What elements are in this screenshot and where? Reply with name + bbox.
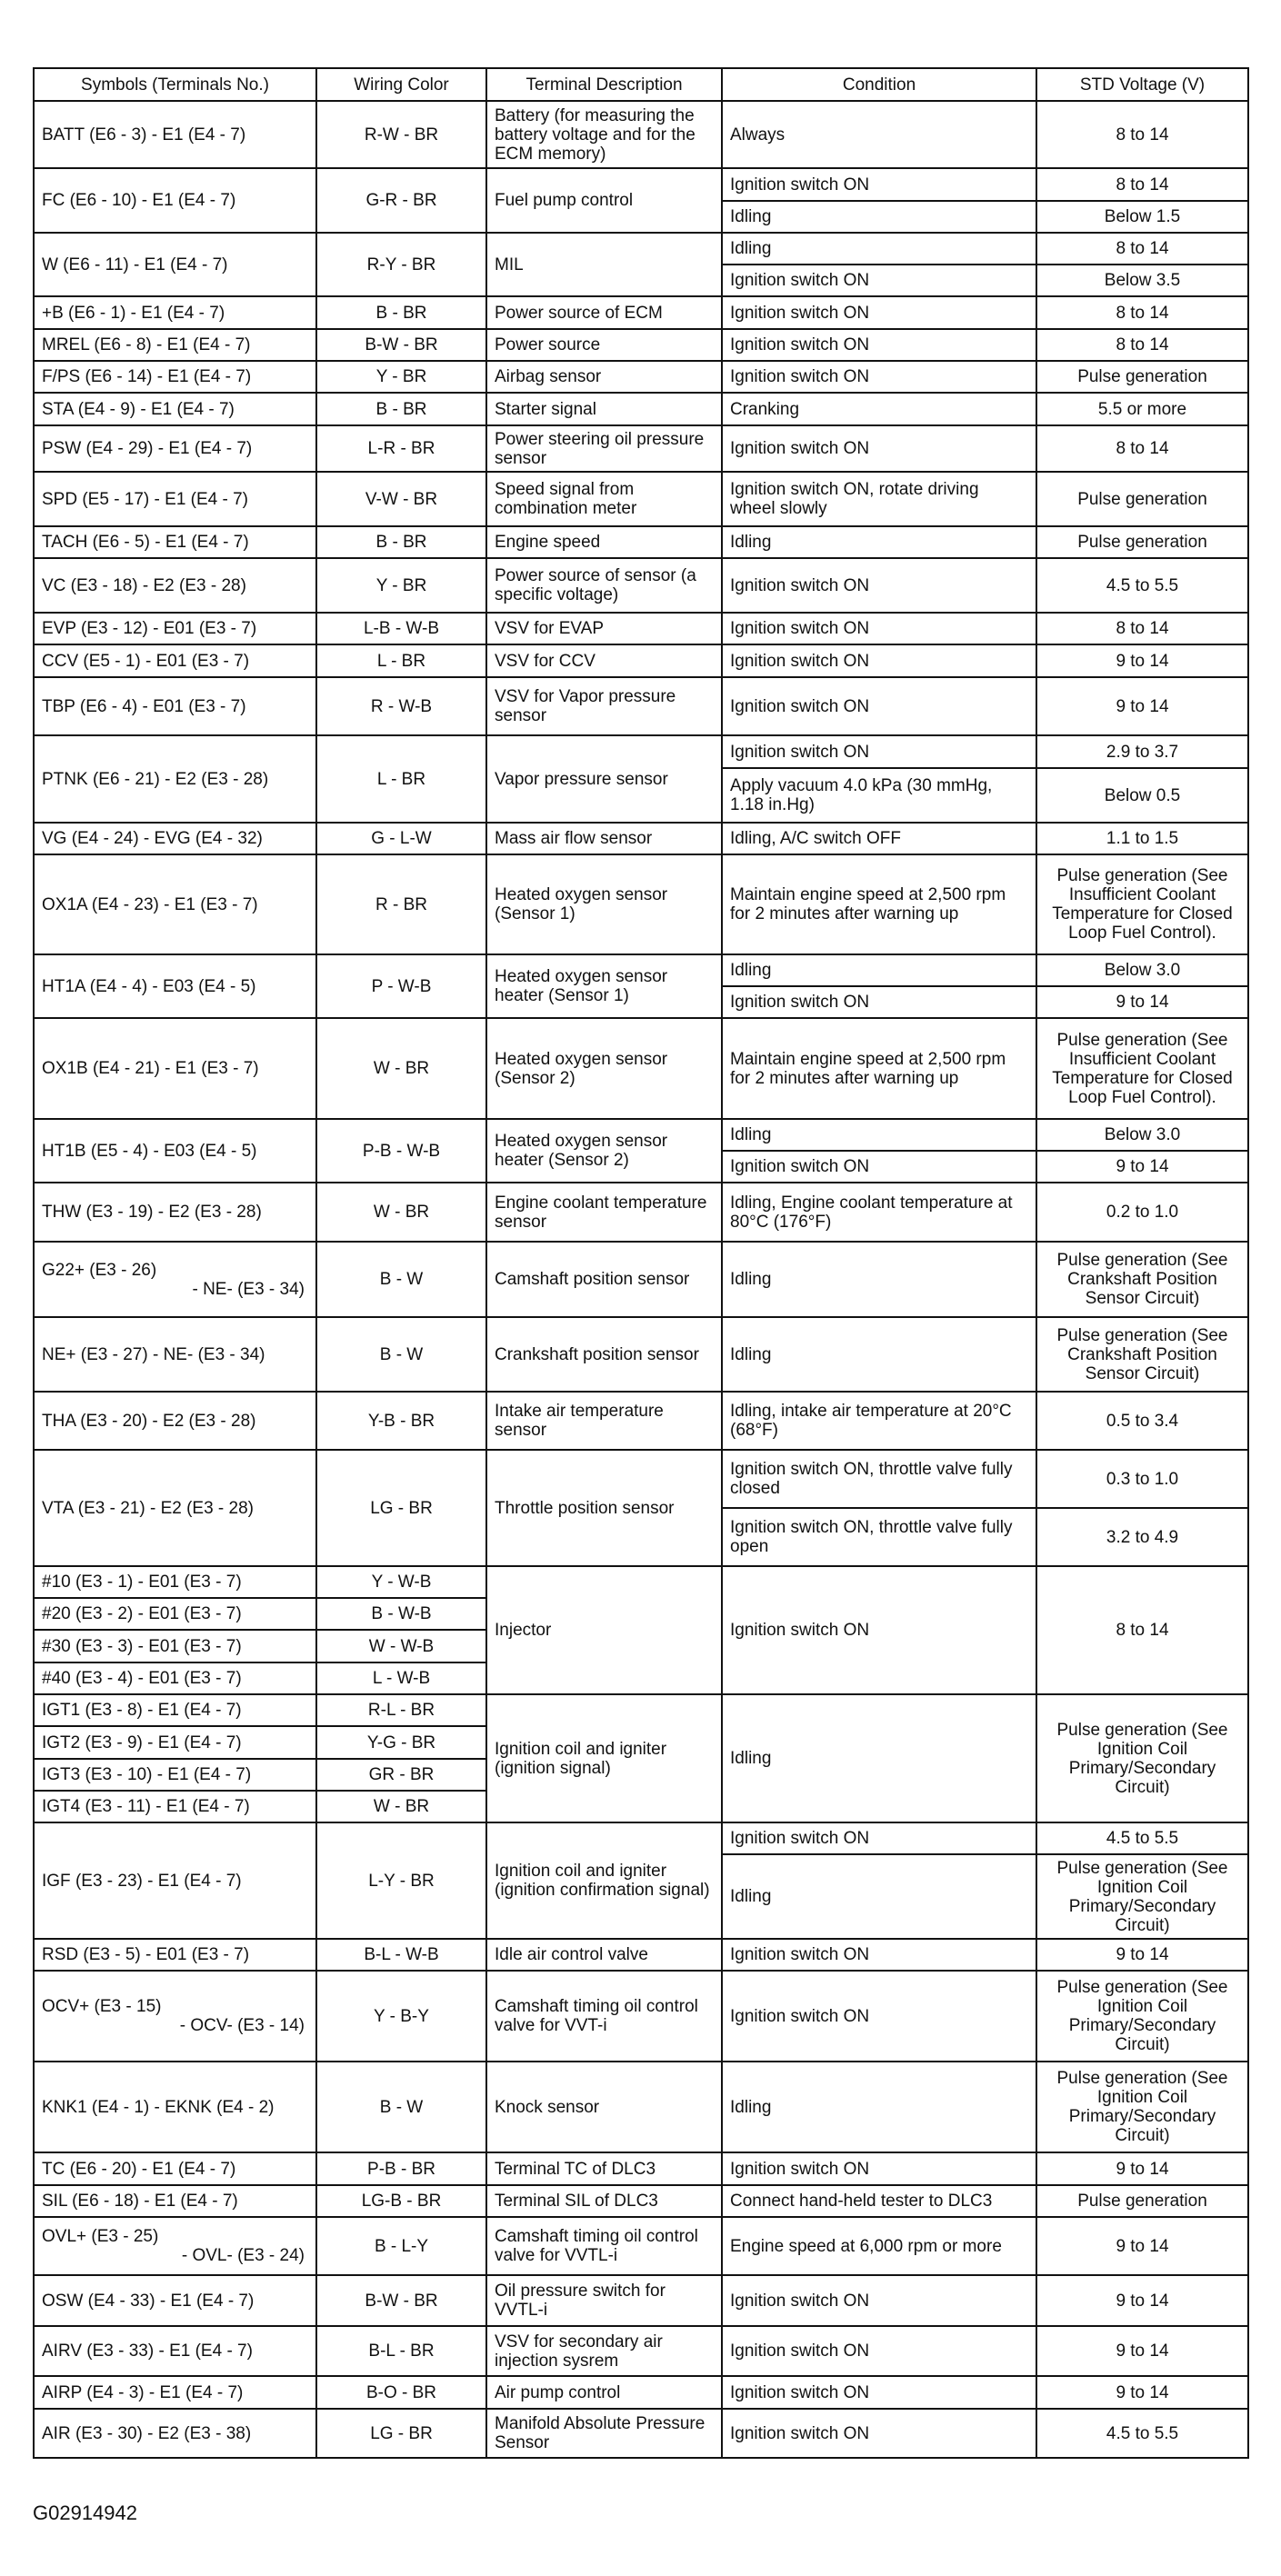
table-row — [34, 1450, 1248, 1508]
wiring-color-cell: LG - BR — [316, 2409, 486, 2458]
table-row — [34, 677, 1248, 735]
symbol-cell: OX1A (E4 - 23) - E1 (E3 - 7) — [34, 854, 316, 954]
symbol-cell: IGT4 (E3 - 11) - E1 (E4 - 7) — [34, 1791, 316, 1822]
std-voltage-cell: 8 to 14 — [1036, 613, 1248, 644]
description-cell: Intake air temperature sensor — [486, 1392, 722, 1450]
table-row — [34, 101, 1248, 168]
wiring-color-cell: B-L - W-B — [316, 1939, 486, 1971]
table-row — [34, 2152, 1248, 2185]
condition-cell: Ignition switch ON — [722, 168, 1036, 201]
symbol-cell: OX1B (E4 - 21) - E1 (E3 - 7) — [34, 1018, 316, 1119]
description-cell: Air pump control — [486, 2376, 722, 2409]
condition-cell: Cranking — [722, 393, 1036, 425]
table-row — [34, 2409, 1248, 2458]
condition-cell: Ignition switch ON — [722, 1822, 1036, 1854]
std-voltage-cell: Pulse generation — [1036, 361, 1248, 393]
table-row — [34, 558, 1248, 613]
wiring-color-cell: Y - BR — [316, 558, 486, 613]
description-cell: Heated oxygen sensor heater (Sensor 2) — [486, 1119, 722, 1183]
wiring-color-cell: L-R - BR — [316, 425, 486, 472]
std-voltage-cell: 5.5 or more — [1036, 393, 1248, 425]
symbol-cell: TACH (E6 - 5) - E1 (E4 - 7) — [34, 526, 316, 558]
symbol-cell: IGF (E3 - 23) - E1 (E4 - 7) — [34, 1822, 316, 1939]
table-row — [34, 233, 1248, 265]
std-voltage-cell: Below 3.5 — [1036, 265, 1248, 296]
std-voltage-cell: 9 to 14 — [1036, 2326, 1248, 2376]
description-cell: VSV for Vapor pressure sensor — [486, 677, 722, 735]
condition-cell: Connect hand-held tester to DLC3 — [722, 2185, 1036, 2217]
condition-cell: Ignition switch ON — [722, 425, 1036, 472]
table-row — [34, 2275, 1248, 2326]
description-cell: Ignition coil and igniter (ignition signal) — [486, 1694, 722, 1822]
condition-cell: Ignition switch ON — [722, 361, 1036, 393]
std-voltage-cell: 9 to 14 — [1036, 677, 1248, 735]
symbol-cell: PTNK (E6 - 21) - E2 (E3 - 28) — [34, 735, 316, 823]
std-voltage-cell: 8 to 14 — [1036, 168, 1248, 201]
std-voltage-cell: 4.5 to 5.5 — [1036, 558, 1248, 613]
table-row — [34, 2326, 1248, 2376]
table-row — [34, 854, 1248, 954]
description-cell: Terminal SIL of DLC3 — [486, 2185, 722, 2217]
wiring-color-cell: Y - W-B — [316, 1566, 486, 1598]
description-cell: Heated oxygen sensor (Sensor 2) — [486, 1018, 722, 1119]
symbol-cell: BATT (E6 - 3) - E1 (E4 - 7) — [34, 101, 316, 168]
condition-cell: Engine speed at 6,000 rpm or more — [722, 2217, 1036, 2275]
wiring-color-cell: B - BR — [316, 526, 486, 558]
symbol-cell: RSD (E3 - 5) - E01 (E3 - 7) — [34, 1939, 316, 1971]
condition-cell: Idling, Engine coolant temperature at 80°C (176°F) — [722, 1183, 1036, 1242]
symbol-cell: PSW (E4 - 29) - E1 (E4 - 7) — [34, 425, 316, 472]
wiring-color-cell: R - BR — [316, 854, 486, 954]
wiring-color-cell: B - L-Y — [316, 2217, 486, 2275]
std-voltage-cell: Pulse generation (See Ignition Coil Primary/Secondary Circuit) — [1036, 1854, 1248, 1939]
table-row — [34, 1694, 1248, 1726]
description-cell: Engine speed — [486, 526, 722, 558]
condition-cell: Maintain engine speed at 2,500 rpm for 2 minutes after warning up — [722, 854, 1036, 954]
symbol-cell: #40 (E3 - 4) - E01 (E3 - 7) — [34, 1662, 316, 1694]
std-voltage-cell: 9 to 14 — [1036, 1151, 1248, 1183]
symbol-cell: IGT3 (E3 - 10) - E1 (E4 - 7) — [34, 1759, 316, 1791]
symbol-cell: CCV (E5 - 1) - E01 (E3 - 7) — [34, 644, 316, 677]
condition-cell: Always — [722, 101, 1036, 168]
condition-cell: Ignition switch ON — [722, 1566, 1036, 1694]
table-row — [34, 296, 1248, 329]
condition-cell: Idling — [722, 526, 1036, 558]
wiring-color-cell: W - BR — [316, 1791, 486, 1822]
table-row — [34, 393, 1248, 425]
condition-cell: Idling, intake air temperature at 20°C (68°F) — [722, 1392, 1036, 1450]
wiring-color-cell: W - W-B — [316, 1630, 486, 1662]
symbol-cell: +B (E6 - 1) - E1 (E4 - 7) — [34, 296, 316, 329]
wiring-color-cell: B-W - BR — [316, 329, 486, 361]
std-voltage-cell: 8 to 14 — [1036, 233, 1248, 265]
wiring-color-cell: B-L - BR — [316, 2326, 486, 2376]
std-voltage-cell: 0.3 to 1.0 — [1036, 1450, 1248, 1508]
wiring-color-cell: B - W — [316, 1242, 486, 1317]
symbol-cell: OSW (E4 - 33) - E1 (E4 - 7) — [34, 2275, 316, 2326]
condition-cell: Ignition switch ON — [722, 1939, 1036, 1971]
description-cell: VSV for secondary air injection sysrem — [486, 2326, 722, 2376]
wiring-color-cell: G - L-W — [316, 823, 486, 854]
wiring-color-cell: R-W - BR — [316, 101, 486, 168]
symbol-cell: TBP (E6 - 4) - E01 (E3 - 7) — [34, 677, 316, 735]
symbol-cell: VG (E4 - 24) - EVG (E4 - 32) — [34, 823, 316, 854]
symbol-cell: #20 (E3 - 2) - E01 (E3 - 7) — [34, 1598, 316, 1630]
description-cell: Camshaft position sensor — [486, 1242, 722, 1317]
header-std-voltage: STD Voltage (V) — [1036, 68, 1248, 101]
std-voltage-cell: Below 3.0 — [1036, 1119, 1248, 1151]
description-cell: Fuel pump control — [486, 168, 722, 233]
symbol-cell: HT1B (E5 - 4) - E03 (E4 - 5) — [34, 1119, 316, 1183]
table-row — [34, 2062, 1248, 2152]
condition-cell: Idling — [722, 201, 1036, 233]
condition-cell: Ignition switch ON — [722, 265, 1036, 296]
description-cell: Speed signal from combination meter — [486, 472, 722, 526]
description-cell: Power steering oil pressure sensor — [486, 425, 722, 472]
symbol-cell — [34, 1242, 316, 1317]
symbol-cell: IGT2 (E3 - 9) - E1 (E4 - 7) — [34, 1726, 316, 1759]
std-voltage-cell: 9 to 14 — [1036, 644, 1248, 677]
condition-cell: Idling — [722, 1242, 1036, 1317]
symbol-cell: F/PS (E6 - 14) - E1 (E4 - 7) — [34, 361, 316, 393]
wiring-color-cell: R - W-B — [316, 677, 486, 735]
table-row — [34, 644, 1248, 677]
wiring-color-cell: L-B - W-B — [316, 613, 486, 644]
table-row — [34, 1566, 1248, 1598]
wiring-color-cell: B - W — [316, 2062, 486, 2152]
table-row — [34, 1939, 1248, 1971]
description-cell: Power source of ECM — [486, 296, 722, 329]
symbol-cell: STA (E4 - 9) - E1 (E4 - 7) — [34, 393, 316, 425]
condition-cell: Ignition switch ON, throttle valve fully closed — [722, 1450, 1036, 1508]
symbol-line-1: OCV+ (E3 - 15) — [42, 1997, 162, 2016]
description-cell: Oil pressure switch for VVTL-i — [486, 2275, 722, 2326]
table-row — [34, 168, 1248, 201]
table-row — [34, 472, 1248, 526]
symbol-line-1: OVL+ (E3 - 25) — [42, 2227, 159, 2246]
condition-cell: Idling — [722, 1694, 1036, 1822]
condition-cell: Apply vacuum 4.0 kPa (30 mmHg, 1.18 in.Hg) — [722, 768, 1036, 823]
symbol-cell: EVP (E3 - 12) - E01 (E3 - 7) — [34, 613, 316, 644]
table-row — [34, 2217, 1248, 2275]
std-voltage-cell: 9 to 14 — [1036, 1939, 1248, 1971]
symbol-cell: #30 (E3 - 3) - E01 (E3 - 7) — [34, 1630, 316, 1662]
std-voltage-cell: 1.1 to 1.5 — [1036, 823, 1248, 854]
table-row — [34, 361, 1248, 393]
table-row — [34, 613, 1248, 644]
std-voltage-cell: 9 to 14 — [1036, 2376, 1248, 2409]
std-voltage-cell: 9 to 14 — [1036, 2275, 1248, 2326]
description-cell: Starter signal — [486, 393, 722, 425]
condition-cell: Ignition switch ON — [722, 2376, 1036, 2409]
std-voltage-cell: 8 to 14 — [1036, 101, 1248, 168]
condition-cell: Maintain engine speed at 2,500 rpm for 2 minutes after warning up — [722, 1018, 1036, 1119]
symbol-cell: #10 (E3 - 1) - E01 (E3 - 7) — [34, 1566, 316, 1598]
condition-cell: Ignition switch ON, throttle valve fully open — [722, 1508, 1036, 1566]
condition-cell: Ignition switch ON — [722, 329, 1036, 361]
std-voltage-cell: 8 to 14 — [1036, 1566, 1248, 1694]
table-row — [34, 1183, 1248, 1242]
table-row — [34, 2185, 1248, 2217]
std-voltage-cell: Pulse generation (See Insufficient Coolant Temperature for Closed Loop Fuel Control). — [1036, 1018, 1248, 1119]
header-condition: Condition — [722, 68, 1036, 101]
table-row — [34, 1242, 1248, 1317]
description-cell: VSV for EVAP — [486, 613, 722, 644]
wiring-color-cell: L - W-B — [316, 1662, 486, 1694]
std-voltage-cell: Below 3.0 — [1036, 954, 1248, 986]
condition-cell: Idling — [722, 2062, 1036, 2152]
wiring-color-cell: P-B - BR — [316, 2152, 486, 2185]
wiring-color-cell: W - BR — [316, 1018, 486, 1119]
table-row — [34, 1822, 1248, 1854]
table-row — [34, 1317, 1248, 1392]
table-row — [34, 1119, 1248, 1151]
condition-cell: Idling — [722, 1119, 1036, 1151]
symbol-cell — [34, 1971, 316, 2062]
description-cell: VSV for CCV — [486, 644, 722, 677]
description-cell: Camshaft timing oil control valve for VVT-i — [486, 1971, 722, 2062]
wiring-color-cell: L - BR — [316, 644, 486, 677]
wiring-color-cell: B-O - BR — [316, 2376, 486, 2409]
wiring-color-cell: W - BR — [316, 1183, 486, 1242]
wiring-color-cell: B - BR — [316, 393, 486, 425]
std-voltage-cell: 4.5 to 5.5 — [1036, 1822, 1248, 1854]
symbol-cell: SIL (E6 - 18) - E1 (E4 - 7) — [34, 2185, 316, 2217]
condition-cell: Idling — [722, 954, 1036, 986]
ecm-terminal-voltage-table — [33, 67, 1249, 2459]
symbol-cell — [34, 2217, 316, 2275]
wiring-color-cell: V-W - BR — [316, 472, 486, 526]
std-voltage-cell: Pulse generation (See Crankshaft Position Sensor Circuit) — [1036, 1242, 1248, 1317]
std-voltage-cell: 9 to 14 — [1036, 986, 1248, 1018]
table-row — [34, 1018, 1248, 1119]
table-row — [34, 1971, 1248, 2062]
condition-cell: Ignition switch ON — [722, 735, 1036, 768]
std-voltage-cell: 2.9 to 3.7 — [1036, 735, 1248, 768]
std-voltage-cell: Pulse generation (See Ignition Coil Primary/Secondary Circuit) — [1036, 1971, 1248, 2062]
description-cell: Engine coolant temperature sensor — [486, 1183, 722, 1242]
table-row — [34, 526, 1248, 558]
symbol-cell: IGT1 (E3 - 8) - E1 (E4 - 7) — [34, 1694, 316, 1726]
condition-cell: Ignition switch ON — [722, 1151, 1036, 1183]
symbol-cell: KNK1 (E4 - 1) - EKNK (E4 - 2) — [34, 2062, 316, 2152]
wiring-color-cell: B - W-B — [316, 1598, 486, 1630]
wiring-color-cell: Y-G - BR — [316, 1726, 486, 1759]
std-voltage-cell: Below 1.5 — [1036, 201, 1248, 233]
description-cell: Injector — [486, 1566, 722, 1694]
condition-cell: Ignition switch ON — [722, 613, 1036, 644]
symbol-line-1: G22+ (E3 - 26) — [42, 1260, 157, 1280]
description-cell: Throttle position sensor — [486, 1450, 722, 1566]
symbol-cell: VTA (E3 - 21) - E2 (E3 - 28) — [34, 1450, 316, 1566]
std-voltage-cell: Pulse generation (See Ignition Coil Primary/Secondary Circuit) — [1036, 2062, 1248, 2152]
symbol-cell: THW (E3 - 19) - E2 (E3 - 28) — [34, 1183, 316, 1242]
description-cell: Power source of sensor (a specific voltage) — [486, 558, 722, 613]
symbol-cell: NE+ (E3 - 27) - NE- (E3 - 34) — [34, 1317, 316, 1392]
std-voltage-cell: 8 to 14 — [1036, 296, 1248, 329]
wiring-color-cell: Y - BR — [316, 361, 486, 393]
std-voltage-cell: 9 to 14 — [1036, 2152, 1248, 2185]
wiring-color-cell: L - BR — [316, 735, 486, 823]
header-symbols: Symbols (Terminals No.) — [34, 68, 316, 101]
symbol-line-2: - OVL- (E3 - 24) — [181, 2246, 305, 2265]
description-cell: Knock sensor — [486, 2062, 722, 2152]
wiring-color-cell: GR - BR — [316, 1759, 486, 1791]
symbol-cell: AIRP (E4 - 3) - E1 (E4 - 7) — [34, 2376, 316, 2409]
description-cell: Terminal TC of DLC3 — [486, 2152, 722, 2185]
description-cell: Idle air control valve — [486, 1939, 722, 1971]
condition-cell: Ignition switch ON — [722, 2275, 1036, 2326]
figure-id: G02914942 — [33, 2501, 137, 2524]
description-cell: Heated oxygen sensor (Sensor 1) — [486, 854, 722, 954]
wiring-color-cell: LG-B - BR — [316, 2185, 486, 2217]
description-cell: Crankshaft position sensor — [486, 1317, 722, 1392]
symbol-cell: TC (E6 - 20) - E1 (E4 - 7) — [34, 2152, 316, 2185]
condition-cell: Ignition switch ON — [722, 296, 1036, 329]
table-row — [34, 735, 1248, 768]
std-voltage-cell: Pulse generation (See Ignition Coil Primary/Secondary Circuit) — [1036, 1694, 1248, 1822]
table-row — [34, 425, 1248, 472]
condition-cell: Idling — [722, 1317, 1036, 1392]
std-voltage-cell: 3.2 to 4.9 — [1036, 1508, 1248, 1566]
std-voltage-cell: 8 to 14 — [1036, 425, 1248, 472]
wiring-color-cell: R-L - BR — [316, 1694, 486, 1726]
std-voltage-cell: 9 to 14 — [1036, 2217, 1248, 2275]
description-cell: Airbag sensor — [486, 361, 722, 393]
wiring-color-cell: P-B - W-B — [316, 1119, 486, 1183]
wiring-color-cell: B - BR — [316, 296, 486, 329]
table-row — [34, 2376, 1248, 2409]
condition-cell: Idling — [722, 1854, 1036, 1939]
symbol-cell: AIRV (E3 - 33) - E1 (E4 - 7) — [34, 2326, 316, 2376]
description-cell: Camshaft timing oil control valve for VVTL-i — [486, 2217, 722, 2275]
symbol-cell: THA (E3 - 20) - E2 (E3 - 28) — [34, 1392, 316, 1450]
header-terminal-description: Terminal Description — [486, 68, 722, 101]
description-cell: Mass air flow sensor — [486, 823, 722, 854]
description-cell: Manifold Absolute Pressure Sensor — [486, 2409, 722, 2458]
wiring-color-cell: P - W-B — [316, 954, 486, 1018]
std-voltage-cell: Pulse generation — [1036, 472, 1248, 526]
condition-cell: Idling — [722, 233, 1036, 265]
std-voltage-cell: Pulse generation — [1036, 2185, 1248, 2217]
std-voltage-cell: Below 0.5 — [1036, 768, 1248, 823]
description-cell: Ignition coil and igniter (ignition confirmation signal) — [486, 1822, 722, 1939]
table-row — [34, 1392, 1248, 1450]
header-row — [34, 68, 1248, 101]
condition-cell: Ignition switch ON — [722, 677, 1036, 735]
wiring-color-cell: B-W - BR — [316, 2275, 486, 2326]
table-header — [34, 68, 1248, 101]
symbol-line-2: - OCV- (E3 - 14) — [179, 2016, 305, 2035]
wiring-color-cell: Y - B-Y — [316, 1971, 486, 2062]
symbol-cell: HT1A (E4 - 4) - E03 (E4 - 5) — [34, 954, 316, 1018]
wiring-color-cell: R-Y - BR — [316, 233, 486, 296]
wiring-color-cell: L-Y - BR — [316, 1822, 486, 1939]
symbol-cell: W (E6 - 11) - E1 (E4 - 7) — [34, 233, 316, 296]
symbol-cell: MREL (E6 - 8) - E1 (E4 - 7) — [34, 329, 316, 361]
condition-cell: Idling, A/C switch OFF — [722, 823, 1036, 854]
symbol-cell: AIR (E3 - 30) - E2 (E3 - 38) — [34, 2409, 316, 2458]
description-cell: Vapor pressure sensor — [486, 735, 722, 823]
condition-cell: Ignition switch ON — [722, 1971, 1036, 2062]
condition-cell: Ignition switch ON — [722, 2152, 1036, 2185]
description-cell: MIL — [486, 233, 722, 296]
description-cell: Heated oxygen sensor heater (Sensor 1) — [486, 954, 722, 1018]
condition-cell: Ignition switch ON — [722, 558, 1036, 613]
wiring-color-cell: Y-B - BR — [316, 1392, 486, 1450]
symbol-cell: VC (E3 - 18) - E2 (E3 - 28) — [34, 558, 316, 613]
wiring-color-cell: G-R - BR — [316, 168, 486, 233]
std-voltage-cell: Pulse generation (See Crankshaft Position Sensor Circuit) — [1036, 1317, 1248, 1392]
std-voltage-cell: 0.2 to 1.0 — [1036, 1183, 1248, 1242]
std-voltage-cell: 4.5 to 5.5 — [1036, 2409, 1248, 2458]
table-row — [34, 823, 1248, 854]
description-cell: Power source — [486, 329, 722, 361]
table-row — [34, 329, 1248, 361]
condition-cell: Ignition switch ON — [722, 2326, 1036, 2376]
condition-cell: Ignition switch ON, rotate driving wheel slowly — [722, 472, 1036, 526]
symbol-line-2: - NE- (E3 - 34) — [192, 1279, 305, 1299]
condition-cell: Ignition switch ON — [722, 644, 1036, 677]
std-voltage-cell: 0.5 to 3.4 — [1036, 1392, 1248, 1450]
table-body — [34, 101, 1248, 2458]
table-row — [34, 954, 1248, 986]
symbol-cell: SPD (E5 - 17) - E1 (E4 - 7) — [34, 472, 316, 526]
symbol-cell: FC (E6 - 10) - E1 (E4 - 7) — [34, 168, 316, 233]
header-wiring-color: Wiring Color — [316, 68, 486, 101]
std-voltage-cell: 8 to 14 — [1036, 329, 1248, 361]
condition-cell: Ignition switch ON — [722, 2409, 1036, 2458]
wiring-color-cell: LG - BR — [316, 1450, 486, 1566]
std-voltage-cell: Pulse generation — [1036, 526, 1248, 558]
std-voltage-cell: Pulse generation (See Insufficient Coolant Temperature for Closed Loop Fuel Control). — [1036, 854, 1248, 954]
condition-cell: Ignition switch ON — [722, 986, 1036, 1018]
description-cell: Battery (for measuring the battery voltage and for the ECM memory) — [486, 101, 722, 168]
wiring-color-cell: B - W — [316, 1317, 486, 1392]
